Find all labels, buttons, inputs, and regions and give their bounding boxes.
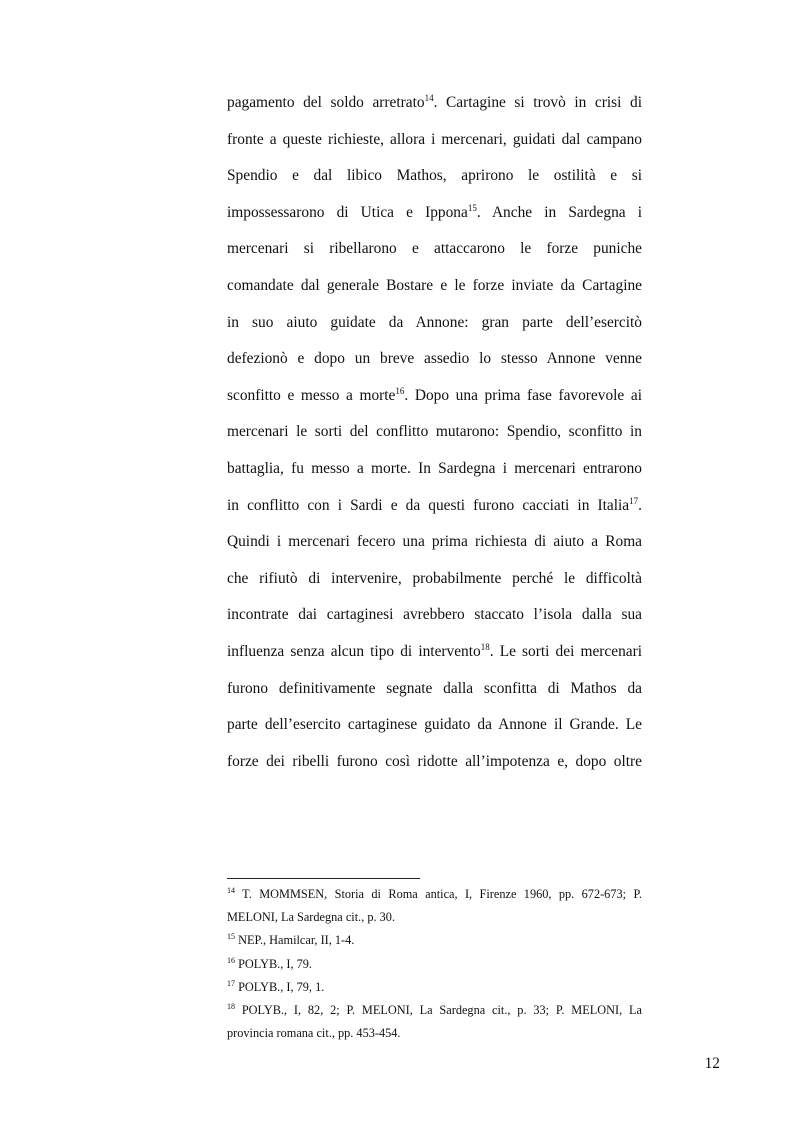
body-line: defezionò e dopo un breve assedio lo stesso Annone venne [227, 350, 642, 368]
body-line: in conflitto con i Sardi e da questi furono cacciati in Italia$^{17}$. [227, 495, 642, 514]
body-text [227, 88, 642, 783]
body-line: Quindi i mercenari fecero una prima richiesta di aiuto a Roma [227, 533, 642, 551]
body-line: pagamento del soldo arretrato$^{14}$. Cartagine si trovò in crisi di [227, 93, 642, 111]
footnote-ref-15[interactable]: 15 [467, 202, 477, 213]
body-line: battaglia, fu messo a morte. In Sardegna i mercenari entrarono [227, 459, 642, 477]
body-line: impossessarono di Utica e Ippona$^{15}$. Anche in Sardegna i [227, 202, 642, 221]
footnote-16: $^{16}$ POLYB., I, 79. [227, 955, 312, 971]
body-line: in suo aiuto guidate da Annone: gran parte dell’esercitò [227, 313, 642, 331]
body-line: influenza senza alcun tipo di intervento$^{18}$. Le sorti dei mercenari [227, 641, 642, 660]
body-line: incontrate dai cartaginesi avrebbero staccato l’isola dalla sua [227, 606, 642, 624]
footnotes [227, 883, 642, 1045]
footnote-14-continued: MELONI, La Sardegna cit., p. 30. [227, 910, 396, 925]
footnote-separator [227, 878, 420, 879]
footnote-number: 14 [227, 886, 235, 895]
footnote-ref-14[interactable]: 14 [424, 93, 434, 103]
footnote-18-continued: provincia romana cit., pp. 453-454. [227, 1026, 401, 1041]
footnote-15: $^{15}$ NEP., Hamilcar, II, 1-4. [227, 932, 355, 948]
footnote-number: 16 [227, 955, 235, 965]
footnote-ref-16[interactable]: 16 [395, 385, 405, 396]
footnote-number: 17 [227, 978, 235, 988]
footnote-17: $^{17}$ POLYB., I, 79, 1. [227, 978, 325, 994]
footnote-number: 18 [227, 1001, 235, 1011]
body-line: forze dei ribelli furono così ridotte all’impotenza e, dopo oltre [227, 752, 642, 770]
footnote-14: $^{14}$ T. MOMMSEN, Storia di Roma antica, I, Firenze 1960, pp. 672-673; P. [227, 886, 642, 901]
footnote-ref-18[interactable]: 18 [480, 641, 490, 652]
body-line: comandate dal generale Bostare e le forze inviate da Cartagine [227, 276, 642, 294]
body-line: fronte a queste richieste, allora i mercenari, guidati dal campano [227, 130, 642, 148]
footnote-18: $^{18}$ POLYB., I, 82, 2; P. MELONI, La Sardegna cit., p. 33; P. MELONI, La [227, 1001, 642, 1017]
body-line: che rifiutò di intervenire, probabilmente perché le difficoltà [227, 569, 642, 587]
body-line: furono definitivamente segnate dalla sconfitta di Mathos da [227, 679, 642, 697]
body-line: mercenari si ribellarono e attaccarono le forze puniche [227, 240, 642, 258]
body-line: parte dell’esercito cartaginese guidato da Annone il Grande. Le [227, 716, 642, 734]
footnote-number: 15 [227, 932, 235, 942]
body-line: sconfitto e messo a morte$^{16}$. Dopo una prima fase favorevole ai [227, 385, 642, 404]
body-line: mercenari le sorti del conflitto mutarono: Spendio, sconfitto in [227, 423, 642, 441]
page-number: 12 [704, 1055, 720, 1072]
body-line: Spendio e dal libico Mathos, aprirono le ostilità e si [227, 167, 642, 185]
footnote-ref-17[interactable]: 17 [629, 495, 639, 506]
